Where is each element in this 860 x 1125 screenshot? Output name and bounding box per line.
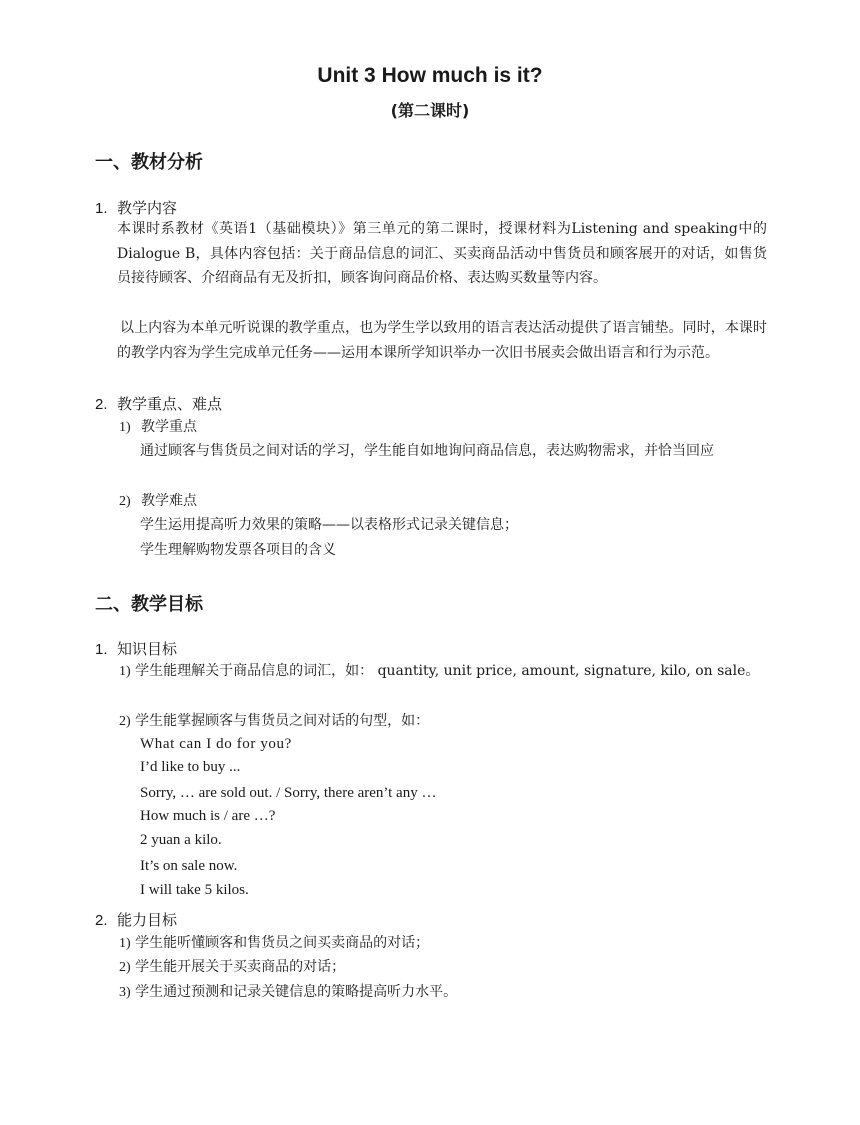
item-text: 学生能听懂顾客和售货员之间买卖商品的对话； <box>135 935 430 951</box>
subsection-label: 教学内容 <box>117 199 178 217</box>
item-text: 学生通过预测和记录关键信息的策略提高听力水平。 <box>135 984 458 1000</box>
subsection-number: 1. <box>95 200 108 217</box>
example-sentence: It’s on sale now. <box>140 858 238 874</box>
document-subtitle: (第二课时) <box>390 101 470 120</box>
item-number: 2) <box>119 714 131 729</box>
example-sentence: Sorry, … are sold out. / Sorry, there aren’t any … <box>140 785 437 801</box>
ability-item-1 <box>119 931 767 957</box>
subsection-number: 2. <box>95 396 108 413</box>
section-heading-objectives: 二、教学目标 <box>95 594 203 615</box>
item-text: 学生能掌握顾客与售货员之间对话的句型，如： <box>135 713 430 729</box>
subsection-heading-key-points <box>95 393 222 414</box>
subsection-label: 知识目标 <box>117 640 178 658</box>
subsection-label: 能力目标 <box>117 911 178 929</box>
document-title: Unit 3 How much is it? <box>317 64 543 87</box>
item-text: 学生能理解关于商品信息的词汇，如： quantity, unit price, amount, signature, kilo, on sale。 <box>135 663 760 679</box>
ability-item-3 <box>119 980 767 1006</box>
example-sentence: How much is / are …? <box>140 808 276 824</box>
point-heading-difficulty <box>119 490 197 510</box>
subsection-heading-ability <box>95 909 177 930</box>
point-label: 教学难点 <box>141 493 197 509</box>
subsection-heading-content <box>95 197 177 218</box>
knowledge-item-1 <box>119 659 767 685</box>
item-number: 3) <box>119 985 131 1000</box>
subsection-number: 1. <box>95 641 108 658</box>
difficulty-line-1: 学生运用提高听力效果的策略——以表格形式记录关键信息； <box>140 517 518 533</box>
point-label: 教学重点 <box>141 419 197 435</box>
focus-text: 通过顾客与售货员之间对话的学习，学生能自如地询问商品信息，表达购物需求，并恰当回应 <box>140 443 714 459</box>
point-number: 2) <box>119 494 131 509</box>
content-paragraph-1: 本课时系教材《英语1（基础模块）》第三单元的第二课时，授课材料为Listening and speaking中的Dialogue B，具体内容包括：关于商品信息的词汇、买卖商品活动中售货员和顾客展开的对话，如售货员接待顾客、介绍商品有无及折扣，顾客询问商品价格、表达购买数量等内容。 <box>117 221 767 286</box>
knowledge-item-2 <box>119 709 767 735</box>
subsection-heading-knowledge <box>95 638 177 659</box>
example-sentence: What can I do for you? <box>140 736 292 752</box>
example-sentence: I’d like to buy ... <box>140 759 241 775</box>
item-number: 1) <box>119 936 131 951</box>
item-text: 学生能开展关于买卖商品的对话； <box>135 959 346 975</box>
example-sentence: I will take 5 kilos. <box>140 882 249 898</box>
subsection-label: 教学重点、难点 <box>117 395 223 413</box>
section-heading-analysis: 一、教材分析 <box>95 152 203 173</box>
subsection-number: 2. <box>95 912 108 929</box>
difficulty-line-2: 学生理解购物发票各项目的含义 <box>140 542 336 558</box>
ability-item-2 <box>119 955 767 981</box>
item-number: 2) <box>119 960 131 975</box>
content-paragraph-2: 以上内容为本单元听说课的教学重点，也为学生学以致用的语言表达活动提供了语言铺垫。同时，本课时的教学内容为学生完成单元任务——运用本课所学知识举办一次旧书展卖会做出语言和行为示范。 <box>117 320 767 361</box>
point-heading-focus <box>119 416 197 436</box>
example-sentence: 2 yuan a kilo. <box>140 832 222 848</box>
point-number: 1) <box>119 420 131 435</box>
item-number: 1) <box>119 664 131 679</box>
